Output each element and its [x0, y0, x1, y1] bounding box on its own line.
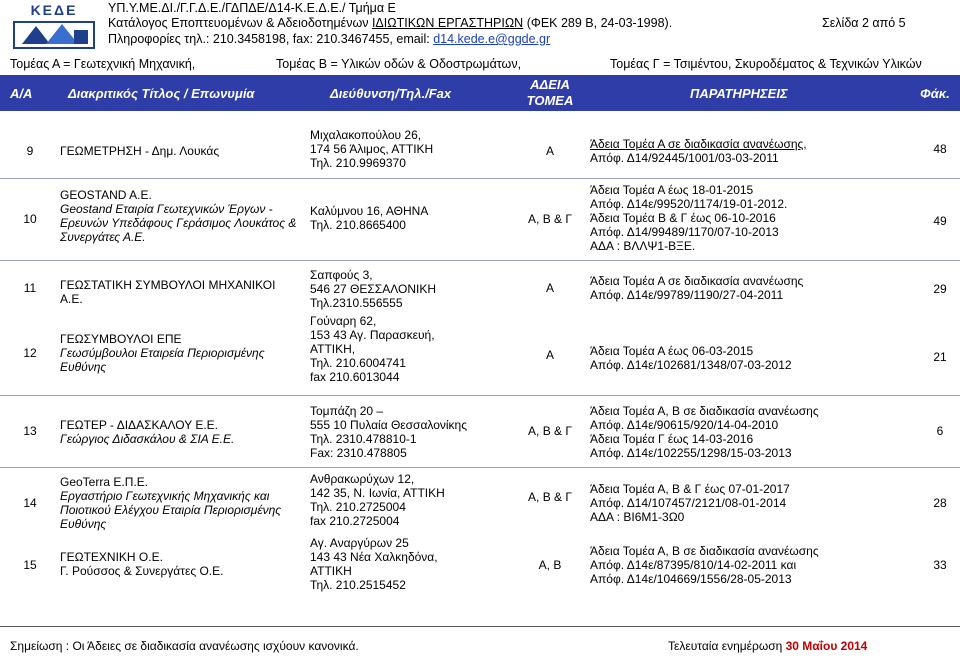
address-line: Τηλ. 210.6004741	[310, 356, 406, 370]
row-sector: Α, Β & Γ	[528, 424, 572, 438]
row-sector: Α, Β & Γ	[528, 212, 572, 226]
row-title: ΓΕΩΣΤΑΤΙΚΗ ΣΥΜΒΟΥΛΟΙ ΜΗΧΑΝΙΚΟΙ Α.Ε.	[60, 278, 276, 306]
table-row	[0, 534, 960, 600]
category-c: Τομέας Γ = Τσιμέντου, Σκυροδέματος & Τεχνικών Υλικών	[610, 57, 922, 71]
row-address	[310, 536, 500, 592]
row-subtitle: Εργαστήριο Γεωτεχνικής Μηχανικής και Ποιοτικού Ελέγχου Εταιρία Περιορισμένης Ευθύνης	[60, 489, 282, 531]
remark-line: Άδεια Τομέα Α έως 18-01-2015	[590, 183, 754, 197]
row-address	[310, 268, 500, 310]
address-line: ΑΤΤΙΚΗ,	[310, 342, 356, 356]
remark-line: Απόφ. Δ14ε/102681/1348/07-03-2012	[590, 358, 792, 372]
address-line: Fax: 2310.478805	[310, 446, 407, 460]
row-divider	[0, 395, 960, 396]
remark-line: Απόφ. Δ14ε/87395/810/14-02-2011 και	[590, 558, 797, 572]
row-folder: 6	[936, 424, 944, 438]
row-number: 9	[26, 144, 34, 158]
col-remarks: ΠΑΡΑΤΗΡΗΣΕΙΣ	[690, 86, 788, 101]
header-line-1: ΥΠ.Υ.ΜΕ.ΔΙ./Γ.Γ.Δ.Ε./ΓΔΠΔΕ/Δ14-Κ.Ε.Δ.Ε./ Τμήμα Ε	[108, 1, 396, 15]
address-line: fax 210.6013044	[310, 370, 400, 384]
address-line: Τομπάζη 20 –	[310, 404, 384, 418]
remark-line: Απόφ. Δ14ε/102255/1298/15-03-2013	[590, 446, 792, 460]
row-remarks	[590, 544, 920, 586]
address-line: Τηλ. 210.8665400	[310, 218, 406, 232]
remark-line: ΑΔΑ : ΒΙ6Μ1-3Ω0	[590, 510, 685, 524]
table-row	[0, 264, 960, 308]
row-title: ΓΕΩΣΥΜΒΟΥΛΟΙ ΕΠΕ	[60, 332, 182, 346]
page-number: Σελίδα 2 από 5	[822, 16, 906, 30]
address-line: Τηλ. 2310.478810-1	[310, 432, 417, 446]
remark-line: Απόφ. Δ14/107457/2121/08-01-2014	[590, 496, 787, 510]
address-line: Τηλ. 210.2725004	[310, 500, 406, 514]
last-update-label: Τελευταία ενημέρωση	[668, 639, 786, 653]
row-sector: Α, Β & Γ	[528, 490, 572, 504]
table-row	[0, 124, 960, 176]
row-sector: Α, Β	[538, 558, 562, 572]
remark-line: Άδεια Τομέα Γ έως 14-03-2016	[590, 432, 754, 446]
remark-line: Άδεια Τομέα Α, Β & Γ έως 07-01-2017	[590, 482, 790, 496]
footer-divider	[0, 626, 960, 627]
remark-line: Άδεια Τομέα Β & Γ έως 06-10-2016	[590, 211, 776, 225]
row-sector: Α	[545, 144, 554, 158]
row-number: 15	[23, 558, 37, 572]
kede-logo	[8, 2, 100, 56]
email-link[interactable]: d14.kede.e@ggde.gr	[433, 32, 551, 46]
remark-line: Απόφ. Δ14ε/104669/1556/28-05-2013	[590, 572, 792, 586]
address-line: Τηλ. 210.2515452	[310, 578, 406, 592]
address-line: Αγ. Αναργύρων 25	[310, 536, 409, 550]
address-line: fax 210.2725004	[310, 514, 400, 528]
row-number: 11	[23, 281, 37, 295]
row-title-block	[60, 418, 300, 446]
col-license-2: ΤΟΜΕΑ	[526, 93, 574, 108]
remark-line: Άδεια Τομέα Α, Β σε διαδικασία ανανέωσης	[590, 544, 819, 558]
header-line-3	[108, 32, 550, 47]
row-number: 14	[23, 496, 37, 510]
last-update-date: 30 Μαΐου 2014	[785, 639, 868, 653]
col-folder: Φάκ.	[920, 86, 950, 101]
remark-line: Άδεια Τομέα Α σε διαδικασία ανανέωσης	[590, 274, 804, 288]
col-address: Διεύθυνση/Τηλ./Fax	[330, 86, 452, 101]
row-remarks	[590, 274, 920, 302]
row-remarks	[590, 183, 920, 253]
row-title: ΓΕΩΤΕΧΝΙΚΗ Ο.Ε.	[60, 550, 163, 564]
address-line: 153 43 Αγ. Παρασκευή,	[310, 328, 435, 342]
row-folder: 28	[933, 496, 947, 510]
logo-emblem-icon	[12, 16, 96, 54]
footer-note: Σημείωση : Οι Άδειες σε διαδικασία ανανέωσης ισχύουν κανονικά.	[10, 639, 359, 653]
row-remarks	[590, 404, 920, 460]
table-row	[0, 180, 960, 258]
row-address	[310, 204, 500, 232]
row-address	[310, 314, 500, 384]
address-line: Σαπφούς 3,	[310, 268, 373, 282]
col-title: Διακριτικός Τίτλος / Επωνυμία	[68, 86, 255, 101]
remark-line: Απόφ. Δ14ε/99520/1174/19-01-2012.	[590, 197, 788, 211]
category-a: Τομέας Α = Γεωτεχνική Μηχανική,	[10, 57, 196, 71]
row-divider	[0, 467, 960, 468]
header-line-2-underlined: ΙΔΙΩΤΙΚΩΝ ΕΡΓΑΣΤΗΡΙΩΝ	[371, 16, 524, 30]
row-title-block	[60, 188, 300, 244]
remark-line: Απόφ. Δ14ε/90615/920/14-04-2010	[590, 418, 779, 432]
row-subtitle: Geostand Εταιρία Γεωτεχνικών Έργων - Ερευνών Υπεδάφους Γεράσιμος Λουκάτος & Συνεργάτες Α.Ε.	[60, 202, 297, 244]
header-line-2-prefix: Κατάλογος Εποπτευομένων & Αδειοδοτημένων	[108, 16, 372, 30]
row-divider	[0, 260, 960, 261]
address-line: Καλύμνου 16, ΑΘΗΝΑ	[310, 204, 429, 218]
address-line: ΑΤΤΙΚΗ	[310, 564, 352, 578]
row-address	[310, 404, 500, 460]
row-remarks	[590, 344, 920, 372]
column-header-band	[0, 75, 960, 111]
remark-line: Άδεια Τομέα Α έως 06-03-2015	[590, 344, 754, 358]
row-folder: 29	[933, 282, 947, 296]
row-sector: Α	[545, 348, 554, 362]
col-aa: Α/Α	[10, 86, 33, 101]
address-line: 174 56 Άλιμος, ΑΤΤΙΚΗ	[310, 142, 434, 156]
table-row	[0, 400, 960, 464]
remark-line: Άδεια Τομέα Α σε διαδικασία ανανέωσης,	[590, 137, 807, 151]
address-line: Μιχαλακοπούλου 26,	[310, 128, 422, 142]
table-row	[0, 472, 960, 532]
row-folder: 48	[933, 142, 947, 156]
category-b: Τομέας Β = Υλικών οδών & Οδοστρωμάτων,	[276, 57, 522, 71]
row-title-block	[60, 475, 300, 531]
last-update	[668, 639, 867, 653]
remark-line: Απόφ. Δ14/99489/1170/07-10-2013	[590, 225, 779, 239]
remark-line: Άδεια Τομέα Α, Β σε διαδικασία ανανέωσης	[590, 404, 819, 418]
row-title: ΓΕΩΜΕΤΡΗΣΗ - Δημ. Λουκάς	[60, 144, 220, 158]
header-line-2-suffix: (ΦΕΚ 289 Β, 24-03-1998).	[523, 16, 673, 30]
address-line: 546 27 ΘΕΣΣΑΛΟΝΙΚΗ	[310, 282, 436, 296]
row-remarks	[590, 137, 920, 165]
address-line: 142 35, Ν. Ιωνία, ΑΤΤΙΚΗ	[310, 486, 445, 500]
row-title-block	[60, 550, 300, 578]
row-title: GeoTerra E.Π.Ε.	[60, 475, 149, 489]
remark-line: ΑΔΑ : ΒΛΛΨ1-ΒΞΕ.	[590, 239, 696, 253]
row-subtitle: Γεώργιος Διδασκάλου & ΣΙΑ Ε.Ε.	[60, 432, 235, 446]
row-remarks	[590, 482, 920, 524]
row-address	[310, 472, 500, 528]
row-divider	[0, 178, 960, 179]
row-title: ΓΕΩΤΕΡ - ΔΙΔΑΣΚΑΛΟΥ Ε.Ε.	[60, 418, 219, 432]
address-line: Τηλ.2310.556555	[310, 296, 403, 310]
header-line-2	[108, 16, 672, 31]
remark-line: Απόφ. Δ14/92445/1001/03-03-2011	[590, 151, 779, 165]
row-number: 12	[23, 346, 37, 360]
row-sector: Α	[545, 281, 554, 295]
row-folder: 21	[933, 350, 947, 364]
row-folder: 33	[933, 558, 947, 572]
logo-text: ΚΕΔΕ	[30, 2, 78, 18]
address-line: 143 43 Νέα Χαλκηδόνα,	[310, 550, 438, 564]
address-line: 555 10 Πυλαία Θεσσαλονίκης	[310, 418, 468, 432]
row-title-block	[60, 332, 300, 374]
remark-line: Απόφ. Δ14ε/99789/1190/27-04-2011	[590, 288, 784, 302]
table-row	[0, 312, 960, 392]
row-title: GEOSTAND A.E.	[60, 188, 152, 202]
contact-info: Πληροφορίες τηλ.: 210.3458198, fax: 210.3467455, email:	[108, 32, 434, 46]
row-subtitle: Γεωσύμβουλοι Εταιρεία Περιορισμένης Ευθύνης	[60, 346, 265, 374]
address-line: Ανθρακωρύχων 12,	[310, 472, 415, 486]
address-line: Γούναρη 62,	[310, 314, 377, 328]
row-number: 10	[23, 212, 37, 226]
col-license-1: ΑΔΕΙΑ	[530, 77, 570, 92]
row-number: 13	[23, 424, 37, 438]
address-line: Τηλ. 210.9969370	[310, 156, 406, 170]
row-folder: 49	[933, 214, 947, 228]
row-subtitle: Γ. Ρούσσος & Συνεργάτες Ο.Ε.	[60, 564, 224, 578]
row-address	[310, 128, 500, 170]
